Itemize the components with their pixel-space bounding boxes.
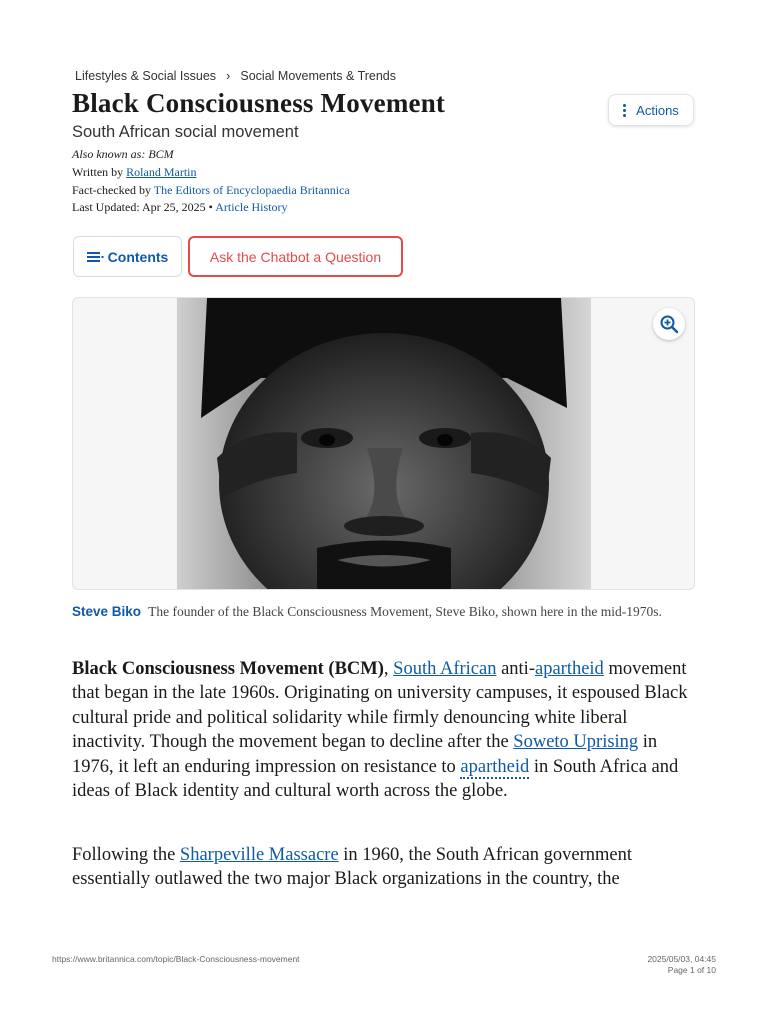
menu-list-icon (87, 251, 104, 263)
text-span: , (383, 659, 389, 679)
fact-checker-link[interactable]: The Editors of Encyclopaedia Britannica (153, 183, 350, 197)
link-south-african[interactable]: South African (393, 659, 497, 679)
footer-datetime: 2025/05/03, 04:45 (647, 954, 716, 964)
last-updated-text: Last Updated: Apr 25, 2025 (72, 200, 206, 214)
breadcrumb-item-lifestyles[interactable]: Lifestyles & Social Issues (75, 68, 217, 83)
text-span: movement that began in the late 1960s. Originating on university campuses, it espoused Black cultural pride and political solidarity while firmly denouncing white liberal inactivity. Though the movement began to decline after the (72, 659, 688, 753)
actions-button[interactable] (608, 94, 694, 126)
link-apartheid[interactable]: apartheid (534, 659, 604, 679)
fact-check-line (72, 183, 350, 198)
link-apartheid-definition[interactable]: apartheid (460, 756, 530, 777)
actions-label: Actions (636, 102, 679, 118)
footer-page-number: Page 1 of 10 (667, 965, 716, 975)
contents-label: Contents (107, 248, 169, 265)
text-span: in 1976, it left an enduring impression on resistance to (72, 732, 658, 777)
fact-checked-label: Fact-checked by (72, 183, 151, 197)
contents-button[interactable] (73, 236, 182, 277)
also-known-as: Also known as: BCM (72, 147, 174, 161)
text-span: in 1960, the South African government essentially outlawed the two major Black organizations in the country, the (72, 845, 633, 890)
author-line (72, 165, 197, 180)
chevron-right-icon: › (226, 68, 231, 83)
last-updated-line (72, 200, 288, 215)
zoom-in-icon (659, 314, 679, 334)
link-sharpeville-massacre[interactable]: Sharpeville Massacre (179, 845, 339, 865)
caption-text: The founder of the Black Consciousness Movement, Steve Biko, shown here in the mid-1970s. (148, 604, 662, 619)
caption-title-link[interactable]: Steve Biko (72, 604, 142, 619)
zoom-button[interactable] (653, 308, 685, 340)
image-caption (72, 604, 692, 620)
article-history-link[interactable]: Article History (215, 200, 288, 214)
page-title: Black Consciousness Movement (72, 88, 446, 118)
footer-date-page (647, 954, 716, 976)
written-by-label: Written by (72, 165, 124, 179)
ask-chatbot-button[interactable] (188, 236, 403, 277)
article-paragraph (72, 843, 700, 892)
footer-url: https://www.britannica.com/topic/Black-Consciousness-movement (52, 954, 300, 964)
breadcrumb (75, 68, 396, 83)
text-span: anti- (496, 659, 535, 679)
ask-chatbot-label: Ask the Chatbot a Question (209, 248, 382, 265)
term-bold: Black Consciousness Movement (BCM) (72, 659, 384, 679)
author-link[interactable]: Roland Martin (126, 165, 197, 179)
breadcrumb-item-social-movements[interactable]: Social Movements & Trends (240, 68, 397, 83)
steve-biko-portrait-image[interactable] (177, 298, 591, 590)
kebab-icon (623, 104, 626, 117)
text-span: Following the (72, 845, 180, 865)
page-subtitle: South African social movement (72, 123, 299, 141)
bullet-separator: • (208, 200, 213, 214)
lead-image-frame (72, 297, 695, 590)
link-soweto-uprising[interactable]: Soweto Uprising (513, 732, 639, 753)
article-paragraph (72, 657, 700, 803)
text-span: in South Africa and ideas of Black identity and cultural worth across the globe. (72, 756, 679, 802)
